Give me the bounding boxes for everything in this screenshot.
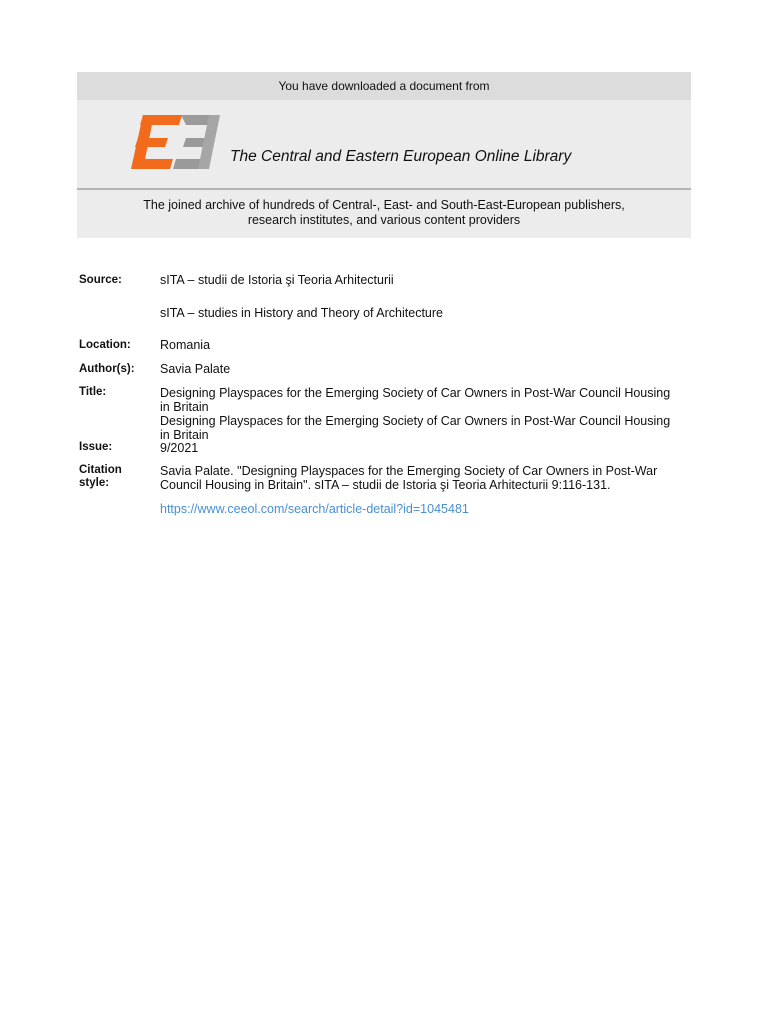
citation-line: Council Housing in Britain". sITA – studii de Istoria şi Teoria Arhitecturii 9:116-131.: [160, 478, 611, 492]
issue-value: 9/2021: [160, 441, 199, 455]
title-value: [160, 386, 690, 442]
authors-label: Author(s):: [79, 363, 135, 375]
location-label: Location:: [79, 339, 131, 351]
title-line: Designing Playspaces for the Emerging Society of Car Owners in Post-War Council Housing: [160, 386, 671, 400]
source-value-english: sITA – studies in History and Theory of Architecture: [160, 306, 444, 320]
title-label: Title:: [79, 386, 107, 398]
banner-divider: [77, 188, 691, 190]
archive-description-line: The joined archive of hundreds of Central-, East- and South-East-European publishers,: [143, 198, 625, 212]
citation-line: Savia Palate. "Designing Playspaces for the Emerging Society of Car Owners in Post-War: [160, 464, 658, 478]
source-label: Source:: [79, 274, 122, 286]
download-notice: You have downloaded a document from: [77, 72, 691, 100]
issue-label: Issue:: [79, 441, 113, 453]
authors-value: Savia Palate: [160, 362, 231, 376]
title-line: Designing Playspaces for the Emerging Society of Car Owners in Post-War Council Housing: [160, 414, 671, 428]
archive-description-line: research institutes, and various content providers: [247, 213, 521, 227]
location-value: Romania: [160, 338, 211, 352]
ceeol-banner: [77, 72, 691, 238]
title-line: in Britain: [160, 428, 209, 442]
citation-label: [79, 464, 122, 490]
title-line: in Britain: [160, 400, 209, 414]
citation-label-line: style:: [79, 477, 110, 489]
library-name: The Central and Eastern European Online Library: [230, 148, 572, 165]
ceeol-e-logo-icon: [130, 113, 222, 171]
source-value: sITA – studii de Istoria şi Teoria Arhitecturii: [160, 273, 394, 287]
article-link[interactable]: https://www.ceeol.com/search/article-detail?id=1045481: [160, 502, 469, 516]
archive-description: [77, 198, 691, 228]
citation-label-line: Citation: [79, 464, 122, 476]
citation-value: [160, 464, 690, 492]
logo-row: [77, 100, 691, 188]
